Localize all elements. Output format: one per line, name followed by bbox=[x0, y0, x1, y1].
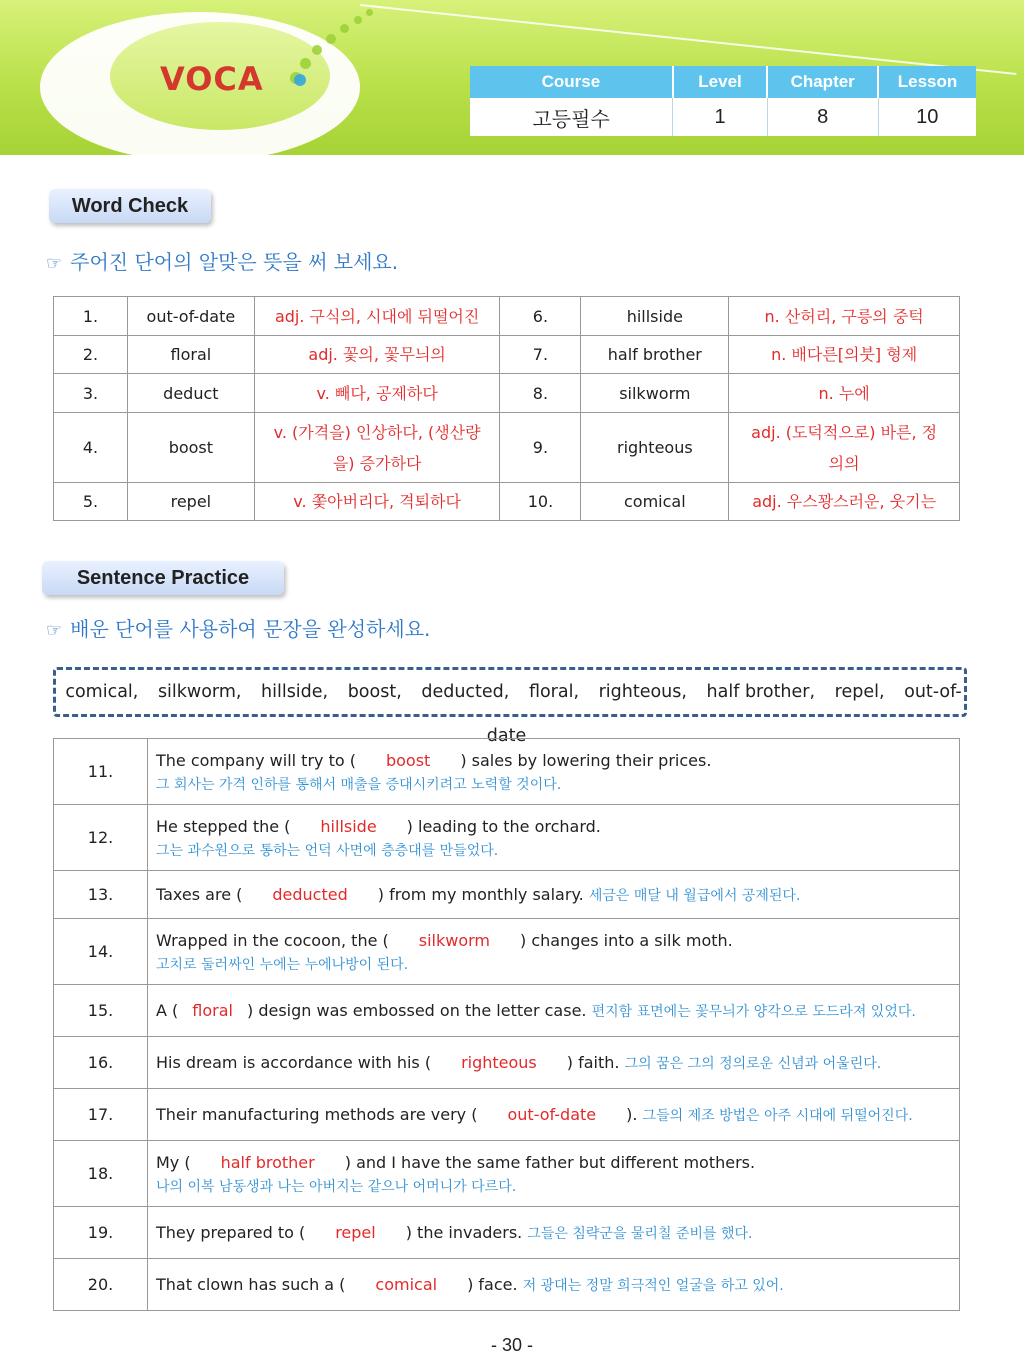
answer-text: boost bbox=[385, 750, 431, 770]
sentence-before: He stepped the ( bbox=[156, 816, 291, 836]
item-number: 13. bbox=[54, 871, 148, 919]
item-number: 16. bbox=[54, 1037, 148, 1089]
sentence-before: That clown has such a ( bbox=[156, 1274, 346, 1294]
word-check-instruction-text: 주어진 단어의 알맞은 뜻을 써 보세요. bbox=[70, 250, 399, 274]
word-meaning: adj. 우스꽝스러운, 웃기는 bbox=[729, 483, 960, 521]
word-bank bbox=[53, 667, 967, 746]
answer-text: hillside bbox=[320, 816, 377, 836]
item-number: 11. bbox=[54, 739, 148, 805]
sentence-before: My ( bbox=[156, 1152, 191, 1172]
sentence-practice-instruction bbox=[46, 613, 430, 642]
sentence-after: ) from my monthly salary. bbox=[377, 884, 584, 904]
word-number: 7. bbox=[500, 336, 581, 374]
korean-translation: 세금은 매달 내 월급에서 공제된다. bbox=[588, 887, 801, 904]
korean-translation: 그들은 침략군을 물리칠 준비를 했다. bbox=[527, 1225, 753, 1242]
item-number: 15. bbox=[54, 985, 148, 1037]
word-check-table bbox=[53, 296, 960, 521]
word: boost bbox=[127, 413, 254, 483]
table-row bbox=[54, 805, 960, 871]
table-row bbox=[54, 1207, 960, 1259]
word-number: 4. bbox=[54, 413, 128, 483]
word-bank-item: silkworm, bbox=[157, 682, 242, 702]
table-row bbox=[54, 374, 960, 413]
decor-dot bbox=[300, 58, 311, 69]
decor-dot bbox=[312, 45, 322, 55]
word-bank-item: out-of-date bbox=[486, 682, 962, 746]
sentence-cell bbox=[148, 985, 960, 1037]
korean-translation: 저 광대는 정말 희극적인 얼굴을 하고 있어. bbox=[522, 1277, 784, 1294]
level-header: Level bbox=[673, 66, 768, 98]
sentence-cell bbox=[148, 1207, 960, 1259]
answer-text: silkworm bbox=[418, 930, 491, 950]
word-bank-item: comical, bbox=[65, 682, 139, 702]
sentence-cell bbox=[148, 805, 960, 871]
sentence-after: ) faith. bbox=[566, 1052, 620, 1072]
sentence-before: Wrapped in the cocoon, the ( bbox=[156, 930, 389, 950]
word: repel bbox=[127, 483, 254, 521]
table-row bbox=[54, 871, 960, 919]
answer-text: half brother bbox=[220, 1152, 315, 1172]
word-number: 10. bbox=[500, 483, 581, 521]
word: half brother bbox=[581, 336, 729, 374]
word-number: 8. bbox=[500, 374, 581, 413]
sentence-practice-table bbox=[53, 738, 960, 1311]
word-bank-item: deducted, bbox=[421, 682, 510, 702]
word-check-title: Word Check bbox=[49, 189, 211, 223]
table-row bbox=[54, 413, 960, 483]
chapter-value: 8 bbox=[767, 98, 878, 136]
word-number: 1. bbox=[54, 297, 128, 336]
word-meaning: v. 빼다, 공제하다 bbox=[254, 374, 500, 413]
word-meaning: adj. 꽃의, 꽃무늬의 bbox=[254, 336, 500, 374]
sentence-practice-instruction-text: 배운 단어를 사용하여 문장을 완성하세요. bbox=[70, 617, 431, 641]
table-row bbox=[54, 1037, 960, 1089]
item-number: 19. bbox=[54, 1207, 148, 1259]
word-bank-item: righteous, bbox=[598, 682, 687, 702]
sentence-after: ) leading to the orchard. bbox=[406, 816, 601, 836]
answer-text: floral bbox=[192, 1000, 233, 1020]
table-row bbox=[54, 297, 960, 336]
sentence-before: Taxes are ( bbox=[156, 884, 243, 904]
word-meaning-line: 을) 증가하다 bbox=[332, 453, 422, 473]
word-bank-item: repel, bbox=[834, 682, 885, 702]
word-meaning: n. 누에 bbox=[729, 374, 960, 413]
korean-translation: 그는 과수원으로 통하는 언덕 사면에 층층대를 만들었다. bbox=[156, 842, 499, 859]
word-number: 5. bbox=[54, 483, 128, 521]
sentence-after: ) sales by lowering their prices. bbox=[460, 750, 712, 770]
word: deduct bbox=[127, 374, 254, 413]
decor-dot bbox=[326, 34, 336, 44]
decorative-line bbox=[360, 4, 1017, 75]
word-meaning: n. 배다른[의붓] 형제 bbox=[729, 336, 960, 374]
table-row bbox=[54, 1141, 960, 1207]
decor-dot bbox=[294, 74, 306, 86]
word-check-instruction bbox=[46, 246, 398, 275]
korean-translation: 그들의 제조 방법은 아주 시대에 뒤떨어진다. bbox=[642, 1107, 913, 1124]
word-meaning: v. 쫓아버리다, 격퇴하다 bbox=[254, 483, 500, 521]
course-info-table bbox=[470, 66, 976, 136]
item-number: 14. bbox=[54, 919, 148, 985]
word: silkworm bbox=[581, 374, 729, 413]
sentence-after: ) design was embossed on the letter case. bbox=[246, 1000, 587, 1020]
sentence-cell bbox=[148, 919, 960, 985]
sentence-before: The company will try to ( bbox=[156, 750, 356, 770]
korean-translation: 그의 꿈은 그의 정의로운 신념과 어울린다. bbox=[624, 1055, 882, 1072]
word-number: 2. bbox=[54, 336, 128, 374]
word-bank-item: boost, bbox=[347, 682, 402, 702]
table-row bbox=[54, 739, 960, 805]
sentence-before: His dream is accordance with his ( bbox=[156, 1052, 432, 1072]
korean-translation: 그 회사는 가격 인하를 통해서 매출을 증대시키려고 노력할 것이다. bbox=[156, 776, 562, 793]
table-row bbox=[54, 919, 960, 985]
korean-translation: 나의 이복 남동생과 나는 아버지는 같으나 어머니가 다르다. bbox=[156, 1178, 517, 1195]
sentence-cell bbox=[148, 739, 960, 805]
sentence-cell bbox=[148, 1037, 960, 1089]
word-number: 9. bbox=[500, 413, 581, 483]
answer-text: comical bbox=[375, 1274, 438, 1294]
decor-dot bbox=[340, 24, 349, 33]
answer-text: deducted bbox=[272, 884, 348, 904]
word-bank-item: hillside, bbox=[261, 682, 329, 702]
sentence-cell bbox=[148, 871, 960, 919]
sentence-cell bbox=[148, 1141, 960, 1207]
lesson-header: Lesson bbox=[878, 66, 976, 98]
word-meaning bbox=[729, 413, 960, 483]
sentence-cell bbox=[148, 1089, 960, 1141]
word: floral bbox=[127, 336, 254, 374]
table-row bbox=[54, 483, 960, 521]
course-value: 고등필수 bbox=[470, 98, 673, 136]
word: hillside bbox=[581, 297, 729, 336]
page-number: - 30 - bbox=[490, 1335, 533, 1355]
level-value: 1 bbox=[673, 98, 768, 136]
word: righteous bbox=[581, 413, 729, 483]
decor-dot bbox=[354, 16, 362, 24]
header-banner bbox=[0, 0, 1024, 155]
item-number: 20. bbox=[54, 1259, 148, 1311]
word: out-of-date bbox=[127, 297, 254, 336]
sentence-before: A ( bbox=[156, 1000, 179, 1020]
sentence-before: They prepared to ( bbox=[156, 1222, 306, 1242]
sentence-after: ) the invaders. bbox=[405, 1222, 523, 1242]
word-number: 3. bbox=[54, 374, 128, 413]
word-meaning-line: v. (가격을) 인상하다, (생산량 bbox=[273, 422, 481, 442]
sentence-after: ) and I have the same father but different mothers. bbox=[344, 1152, 756, 1172]
table-row bbox=[54, 1259, 960, 1311]
word: comical bbox=[581, 483, 729, 521]
word-meaning-line: 의의 bbox=[828, 453, 860, 473]
word-meaning: adj. 구식의, 시대에 뒤떨어진 bbox=[254, 297, 500, 336]
sentence-after: ) changes into a silk moth. bbox=[520, 930, 733, 950]
table-row bbox=[54, 1089, 960, 1141]
course-header-row bbox=[470, 66, 976, 98]
item-number: 17. bbox=[54, 1089, 148, 1141]
course-header: Course bbox=[470, 66, 673, 98]
item-number: 12. bbox=[54, 805, 148, 871]
lesson-value: 10 bbox=[878, 98, 976, 136]
sentence-before: Their manufacturing methods are very ( bbox=[156, 1104, 478, 1124]
answer-text: repel bbox=[335, 1222, 376, 1242]
table-row bbox=[54, 336, 960, 374]
word-number: 6. bbox=[500, 297, 581, 336]
pointing-hand-icon: ☞ bbox=[46, 253, 63, 274]
word-bank-item: floral, bbox=[528, 682, 580, 702]
sentence-practice-title: Sentence Practice bbox=[42, 561, 284, 595]
answer-text: out-of-date bbox=[507, 1104, 597, 1124]
pointing-hand-icon: ☞ bbox=[46, 620, 63, 641]
answer-text: righteous bbox=[461, 1052, 537, 1072]
sentence-after: ) face. bbox=[467, 1274, 518, 1294]
korean-translation: 고치로 둘러싸인 누에는 누에나방이 된다. bbox=[156, 956, 409, 973]
voca-logo: VOCA bbox=[160, 60, 264, 98]
sentence-cell bbox=[148, 1259, 960, 1311]
word-meaning-line: adj. (도덕적으로) 바른, 정 bbox=[751, 422, 938, 442]
sentence-after: ). bbox=[626, 1104, 638, 1124]
table-row bbox=[54, 985, 960, 1037]
chapter-header: Chapter bbox=[767, 66, 878, 98]
korean-translation: 편지함 표면에는 꽃무늬가 양각으로 도드라져 있었다. bbox=[591, 1003, 916, 1020]
course-value-row bbox=[470, 98, 976, 136]
word-bank-item: half brother, bbox=[706, 682, 816, 702]
word-meaning: n. 산허리, 구릉의 중턱 bbox=[729, 297, 960, 336]
item-number: 18. bbox=[54, 1141, 148, 1207]
word-meaning bbox=[254, 413, 500, 483]
decor-dot bbox=[366, 9, 373, 16]
